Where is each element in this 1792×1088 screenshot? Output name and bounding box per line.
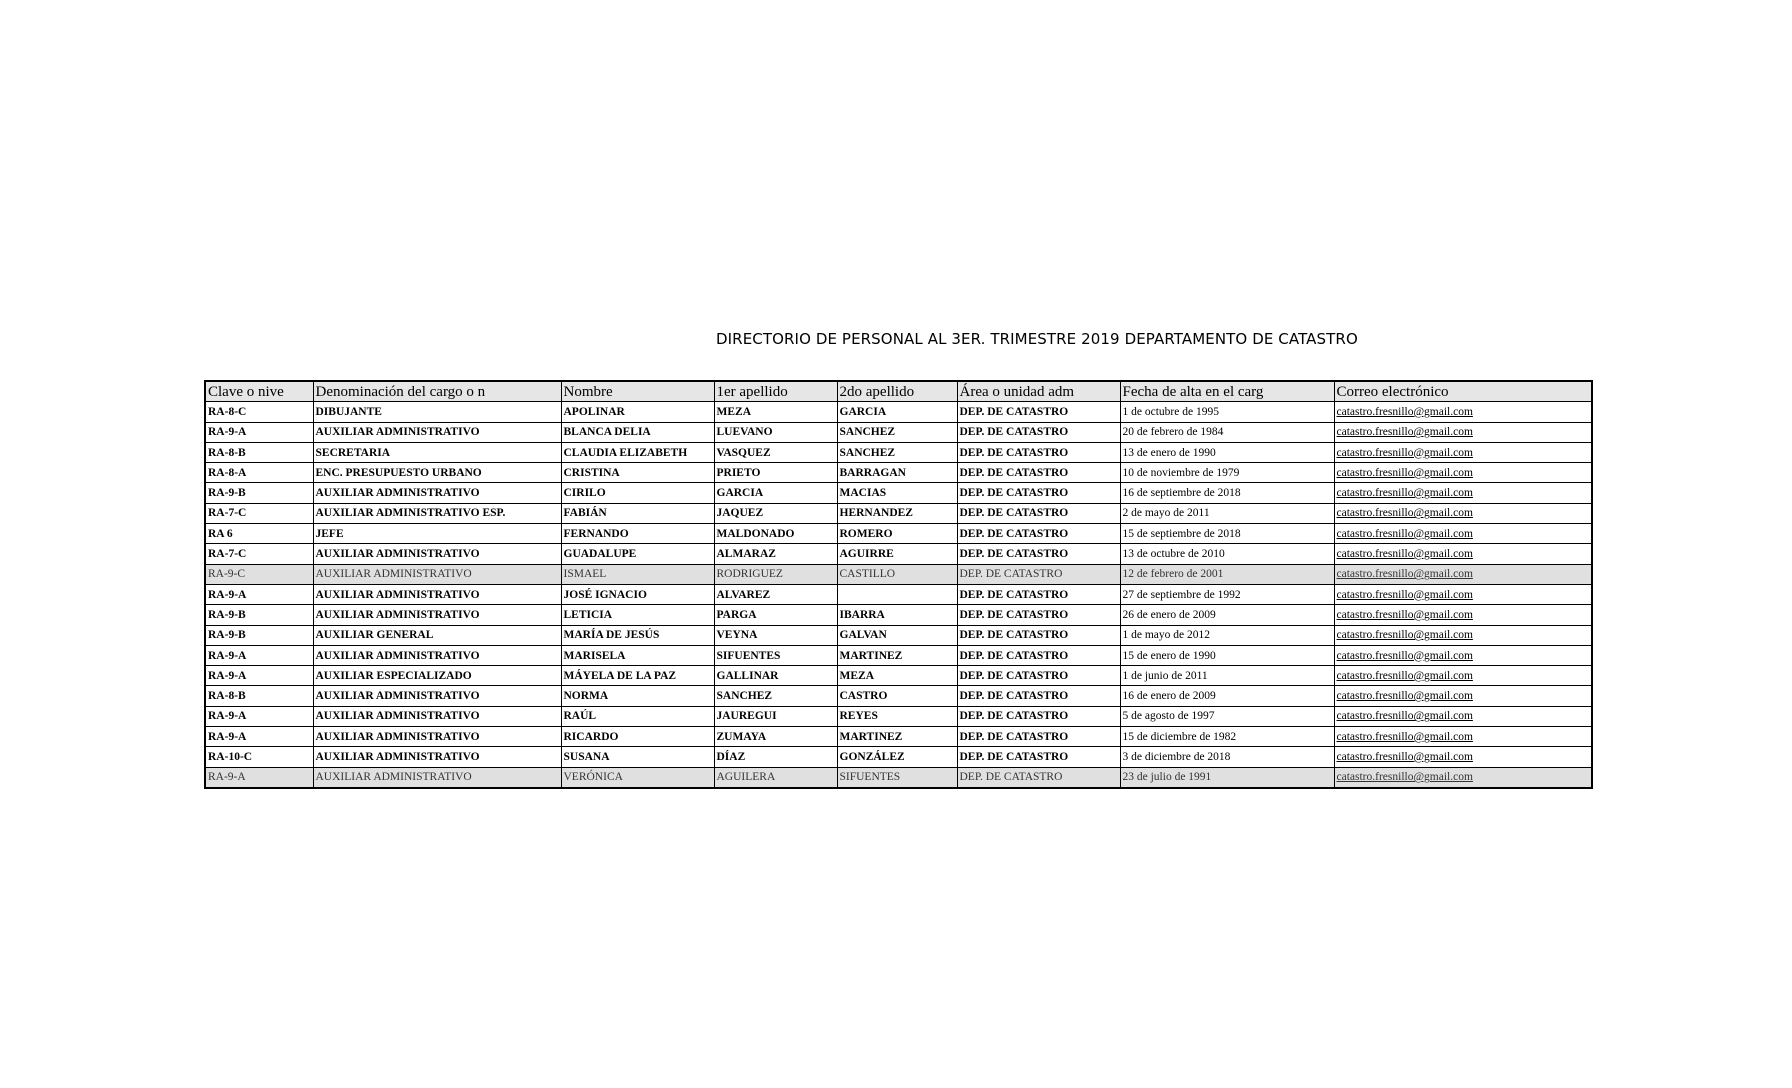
- cell-fecha: 2 de mayo de 2011: [1120, 503, 1334, 523]
- cell-clave: RA-10-C: [205, 747, 313, 767]
- cell-apellido2: MARTINEZ: [837, 727, 957, 747]
- cell-fecha: 16 de enero de 2009: [1120, 686, 1334, 706]
- cell-nombre: LETICIA: [561, 605, 714, 625]
- column-header: Nombre: [561, 381, 714, 402]
- table-row: [205, 564, 1592, 584]
- cell-clave: RA-9-A: [205, 727, 313, 747]
- email-link[interactable]: catastro.fresnillo@gmail.com: [1334, 544, 1592, 564]
- cell-nombre: FERNANDO: [561, 524, 714, 544]
- email-link[interactable]: catastro.fresnillo@gmail.com: [1334, 747, 1592, 767]
- table-row: [205, 584, 1592, 604]
- cell-apellido2: HERNANDEZ: [837, 503, 957, 523]
- cell-area: DEP. DE CATASTRO: [957, 605, 1120, 625]
- email-link[interactable]: catastro.fresnillo@gmail.com: [1334, 584, 1592, 604]
- cell-nombre: ISMAEL: [561, 564, 714, 584]
- cell-clave: RA 6: [205, 524, 313, 544]
- table-row: [205, 645, 1592, 665]
- email-link[interactable]: catastro.fresnillo@gmail.com: [1334, 767, 1592, 788]
- page-title: DIRECTORIO DE PERSONAL AL 3ER. TRIMESTRE 2019 DEPARTAMENTO DE CATASTRO: [716, 330, 1358, 348]
- column-header: 2do apellido: [837, 381, 957, 402]
- cell-clave: RA-9-A: [205, 666, 313, 686]
- cell-apellido2: MEZA: [837, 666, 957, 686]
- cell-area: DEP. DE CATASTRO: [957, 463, 1120, 483]
- cell-apellido2: MARTINEZ: [837, 645, 957, 665]
- cell-apellido2: IBARRA: [837, 605, 957, 625]
- cell-area: DEP. DE CATASTRO: [957, 544, 1120, 564]
- cell-fecha: 3 de diciembre de 2018: [1120, 747, 1334, 767]
- cell-fecha: 23 de julio de 1991: [1120, 767, 1334, 788]
- cell-nombre: FABIÁN: [561, 503, 714, 523]
- cell-area: DEP. DE CATASTRO: [957, 402, 1120, 422]
- cell-apellido1: DÍAZ: [714, 747, 837, 767]
- cell-fecha: 26 de enero de 2009: [1120, 605, 1334, 625]
- cell-nombre: MÁYELA DE LA PAZ: [561, 666, 714, 686]
- cell-cargo: AUXILIAR ADMINISTRATIVO: [313, 584, 561, 604]
- cell-clave: RA-9-C: [205, 564, 313, 584]
- cell-nombre: BLANCA DELIA: [561, 422, 714, 442]
- cell-nombre: GUADALUPE: [561, 544, 714, 564]
- cell-area: DEP. DE CATASTRO: [957, 625, 1120, 645]
- email-link[interactable]: catastro.fresnillo@gmail.com: [1334, 442, 1592, 462]
- cell-apellido1: AGUILERA: [714, 767, 837, 788]
- cell-nombre: VERÓNICA: [561, 767, 714, 788]
- table-row: [205, 503, 1592, 523]
- cell-apellido1: GALLINAR: [714, 666, 837, 686]
- cell-cargo: AUXILIAR ADMINISTRATIVO: [313, 422, 561, 442]
- cell-apellido1: ALMARAZ: [714, 544, 837, 564]
- cell-cargo: SECRETARIA: [313, 442, 561, 462]
- cell-apellido2: CASTILLO: [837, 564, 957, 584]
- table-row: [205, 544, 1592, 564]
- cell-apellido1: JAUREGUI: [714, 706, 837, 726]
- cell-area: DEP. DE CATASTRO: [957, 524, 1120, 544]
- cell-fecha: 13 de enero de 1990: [1120, 442, 1334, 462]
- cell-apellido1: JAQUEZ: [714, 503, 837, 523]
- cell-apellido1: MALDONADO: [714, 524, 837, 544]
- cell-clave: RA-8-C: [205, 402, 313, 422]
- cell-nombre: CIRILO: [561, 483, 714, 503]
- email-link[interactable]: catastro.fresnillo@gmail.com: [1334, 524, 1592, 544]
- email-link[interactable]: catastro.fresnillo@gmail.com: [1334, 706, 1592, 726]
- table-row: [205, 666, 1592, 686]
- table-row: [205, 442, 1592, 462]
- email-link[interactable]: catastro.fresnillo@gmail.com: [1334, 645, 1592, 665]
- cell-clave: RA-9-B: [205, 483, 313, 503]
- cell-area: DEP. DE CATASTRO: [957, 442, 1120, 462]
- cell-apellido2: SIFUENTES: [837, 767, 957, 788]
- cell-cargo: AUXILIAR ADMINISTRATIVO: [313, 645, 561, 665]
- cell-apellido2: MACIAS: [837, 483, 957, 503]
- cell-nombre: RICARDO: [561, 727, 714, 747]
- cell-apellido2: AGUIRRE: [837, 544, 957, 564]
- cell-area: DEP. DE CATASTRO: [957, 666, 1120, 686]
- cell-clave: RA-7-C: [205, 503, 313, 523]
- cell-nombre: CLAUDIA ELIZABETH: [561, 442, 714, 462]
- column-header: Correo electrónico: [1334, 381, 1592, 402]
- table-row: [205, 524, 1592, 544]
- cell-apellido2: BARRAGAN: [837, 463, 957, 483]
- cell-apellido1: LUEVANO: [714, 422, 837, 442]
- cell-cargo: AUXILIAR ADMINISTRATIVO: [313, 483, 561, 503]
- cell-nombre: RAÚL: [561, 706, 714, 726]
- column-header: Área o unidad adm: [957, 381, 1120, 402]
- email-link[interactable]: catastro.fresnillo@gmail.com: [1334, 463, 1592, 483]
- cell-clave: RA-9-A: [205, 706, 313, 726]
- cell-area: DEP. DE CATASTRO: [957, 483, 1120, 503]
- cell-nombre: JOSÉ IGNACIO: [561, 584, 714, 604]
- column-header: Denominación del cargo o n: [313, 381, 561, 402]
- cell-nombre: MARÍA DE JESÚS: [561, 625, 714, 645]
- personnel-table: [204, 380, 1593, 789]
- cell-clave: RA-9-A: [205, 422, 313, 442]
- table-row: [205, 686, 1592, 706]
- cell-cargo: DIBUJANTE: [313, 402, 561, 422]
- email-link[interactable]: catastro.fresnillo@gmail.com: [1334, 666, 1592, 686]
- cell-clave: RA-9-A: [205, 584, 313, 604]
- cell-apellido1: ALVAREZ: [714, 584, 837, 604]
- cell-apellido1: RODRIGUEZ: [714, 564, 837, 584]
- cell-fecha: 15 de diciembre de 1982: [1120, 727, 1334, 747]
- cell-cargo: AUXILIAR ADMINISTRATIVO: [313, 564, 561, 584]
- cell-fecha: 1 de octubre de 1995: [1120, 402, 1334, 422]
- cell-apellido2: GARCIA: [837, 402, 957, 422]
- cell-area: DEP. DE CATASTRO: [957, 767, 1120, 788]
- table-row: [205, 483, 1592, 503]
- cell-apellido1: SIFUENTES: [714, 645, 837, 665]
- column-header: Clave o nive: [205, 381, 313, 402]
- cell-apellido1: ZUMAYA: [714, 727, 837, 747]
- email-link[interactable]: catastro.fresnillo@gmail.com: [1334, 605, 1592, 625]
- table-row: [205, 422, 1592, 442]
- cell-apellido1: PRIETO: [714, 463, 837, 483]
- table-row: [205, 605, 1592, 625]
- cell-nombre: CRISTINA: [561, 463, 714, 483]
- cell-cargo: AUXILIAR ADMINISTRATIVO: [313, 605, 561, 625]
- cell-nombre: NORMA: [561, 686, 714, 706]
- cell-fecha: 15 de enero de 1990: [1120, 645, 1334, 665]
- email-link[interactable]: catastro.fresnillo@gmail.com: [1334, 483, 1592, 503]
- email-link[interactable]: catastro.fresnillo@gmail.com: [1334, 625, 1592, 645]
- cell-cargo: ENC. PRESUPUESTO URBANO: [313, 463, 561, 483]
- table-row: [205, 706, 1592, 726]
- table-row: [205, 402, 1592, 422]
- cell-apellido1: VASQUEZ: [714, 442, 837, 462]
- table-row: [205, 727, 1592, 747]
- cell-apellido1: SANCHEZ: [714, 686, 837, 706]
- cell-fecha: 16 de septiembre de 2018: [1120, 483, 1334, 503]
- cell-apellido2: GONZÁLEZ: [837, 747, 957, 767]
- cell-cargo: AUXILIAR ADMINISTRATIVO: [313, 544, 561, 564]
- cell-fecha: 10 de noviembre de 1979: [1120, 463, 1334, 483]
- email-link[interactable]: catastro.fresnillo@gmail.com: [1334, 564, 1592, 584]
- cell-fecha: 12 de febrero de 2001: [1120, 564, 1334, 584]
- cell-area: DEP. DE CATASTRO: [957, 584, 1120, 604]
- cell-fecha: 1 de junio de 2011: [1120, 666, 1334, 686]
- table-header-row: [205, 381, 1592, 402]
- cell-clave: RA-9-A: [205, 645, 313, 665]
- cell-apellido2: SANCHEZ: [837, 422, 957, 442]
- cell-cargo: AUXILIAR ESPECIALIZADO: [313, 666, 561, 686]
- cell-area: DEP. DE CATASTRO: [957, 422, 1120, 442]
- cell-apellido2: GALVAN: [837, 625, 957, 645]
- cell-clave: RA-8-A: [205, 463, 313, 483]
- cell-apellido1: GARCIA: [714, 483, 837, 503]
- cell-clave: RA-9-A: [205, 767, 313, 788]
- cell-area: DEP. DE CATASTRO: [957, 706, 1120, 726]
- table-row: [205, 767, 1592, 788]
- cell-fecha: 1 de mayo de 2012: [1120, 625, 1334, 645]
- cell-apellido1: VEYNA: [714, 625, 837, 645]
- column-header: 1er apellido: [714, 381, 837, 402]
- cell-cargo: AUXILIAR GENERAL: [313, 625, 561, 645]
- table-row: [205, 625, 1592, 645]
- cell-fecha: 13 de octubre de 2010: [1120, 544, 1334, 564]
- cell-cargo: AUXILIAR ADMINISTRATIVO: [313, 706, 561, 726]
- cell-cargo: AUXILIAR ADMINISTRATIVO: [313, 747, 561, 767]
- cell-area: DEP. DE CATASTRO: [957, 686, 1120, 706]
- cell-fecha: 27 de septiembre de 1992: [1120, 584, 1334, 604]
- column-header: Fecha de alta en el carg: [1120, 381, 1334, 402]
- email-link[interactable]: catastro.fresnillo@gmail.com: [1334, 422, 1592, 442]
- cell-fecha: 15 de septiembre de 2018: [1120, 524, 1334, 544]
- cell-apellido1: MEZA: [714, 402, 837, 422]
- cell-clave: RA-9-B: [205, 605, 313, 625]
- email-link[interactable]: catastro.fresnillo@gmail.com: [1334, 503, 1592, 523]
- cell-area: DEP. DE CATASTRO: [957, 747, 1120, 767]
- cell-cargo: AUXILIAR ADMINISTRATIVO: [313, 767, 561, 788]
- cell-fecha: 20 de febrero de 1984: [1120, 422, 1334, 442]
- cell-area: DEP. DE CATASTRO: [957, 503, 1120, 523]
- cell-cargo: AUXILIAR ADMINISTRATIVO: [313, 727, 561, 747]
- cell-nombre: APOLINAR: [561, 402, 714, 422]
- cell-area: DEP. DE CATASTRO: [957, 645, 1120, 665]
- cell-apellido2: SANCHEZ: [837, 442, 957, 462]
- cell-apellido2: CASTRO: [837, 686, 957, 706]
- cell-clave: RA-8-B: [205, 686, 313, 706]
- email-link[interactable]: catastro.fresnillo@gmail.com: [1334, 402, 1592, 422]
- cell-apellido2: ROMERO: [837, 524, 957, 544]
- email-link[interactable]: catastro.fresnillo@gmail.com: [1334, 727, 1592, 747]
- cell-cargo: JEFE: [313, 524, 561, 544]
- cell-nombre: SUSANA: [561, 747, 714, 767]
- email-link[interactable]: catastro.fresnillo@gmail.com: [1334, 686, 1592, 706]
- cell-clave: RA-7-C: [205, 544, 313, 564]
- table-row: [205, 747, 1592, 767]
- cell-cargo: AUXILIAR ADMINISTRATIVO ESP.: [313, 503, 561, 523]
- cell-cargo: AUXILIAR ADMINISTRATIVO: [313, 686, 561, 706]
- cell-area: DEP. DE CATASTRO: [957, 564, 1120, 584]
- cell-apellido2: [837, 584, 957, 604]
- table-row: [205, 463, 1592, 483]
- cell-area: DEP. DE CATASTRO: [957, 727, 1120, 747]
- cell-apellido1: PARGA: [714, 605, 837, 625]
- cell-clave: RA-9-B: [205, 625, 313, 645]
- cell-nombre: MARISELA: [561, 645, 714, 665]
- cell-fecha: 5 de agosto de 1997: [1120, 706, 1334, 726]
- cell-clave: RA-8-B: [205, 442, 313, 462]
- cell-apellido2: REYES: [837, 706, 957, 726]
